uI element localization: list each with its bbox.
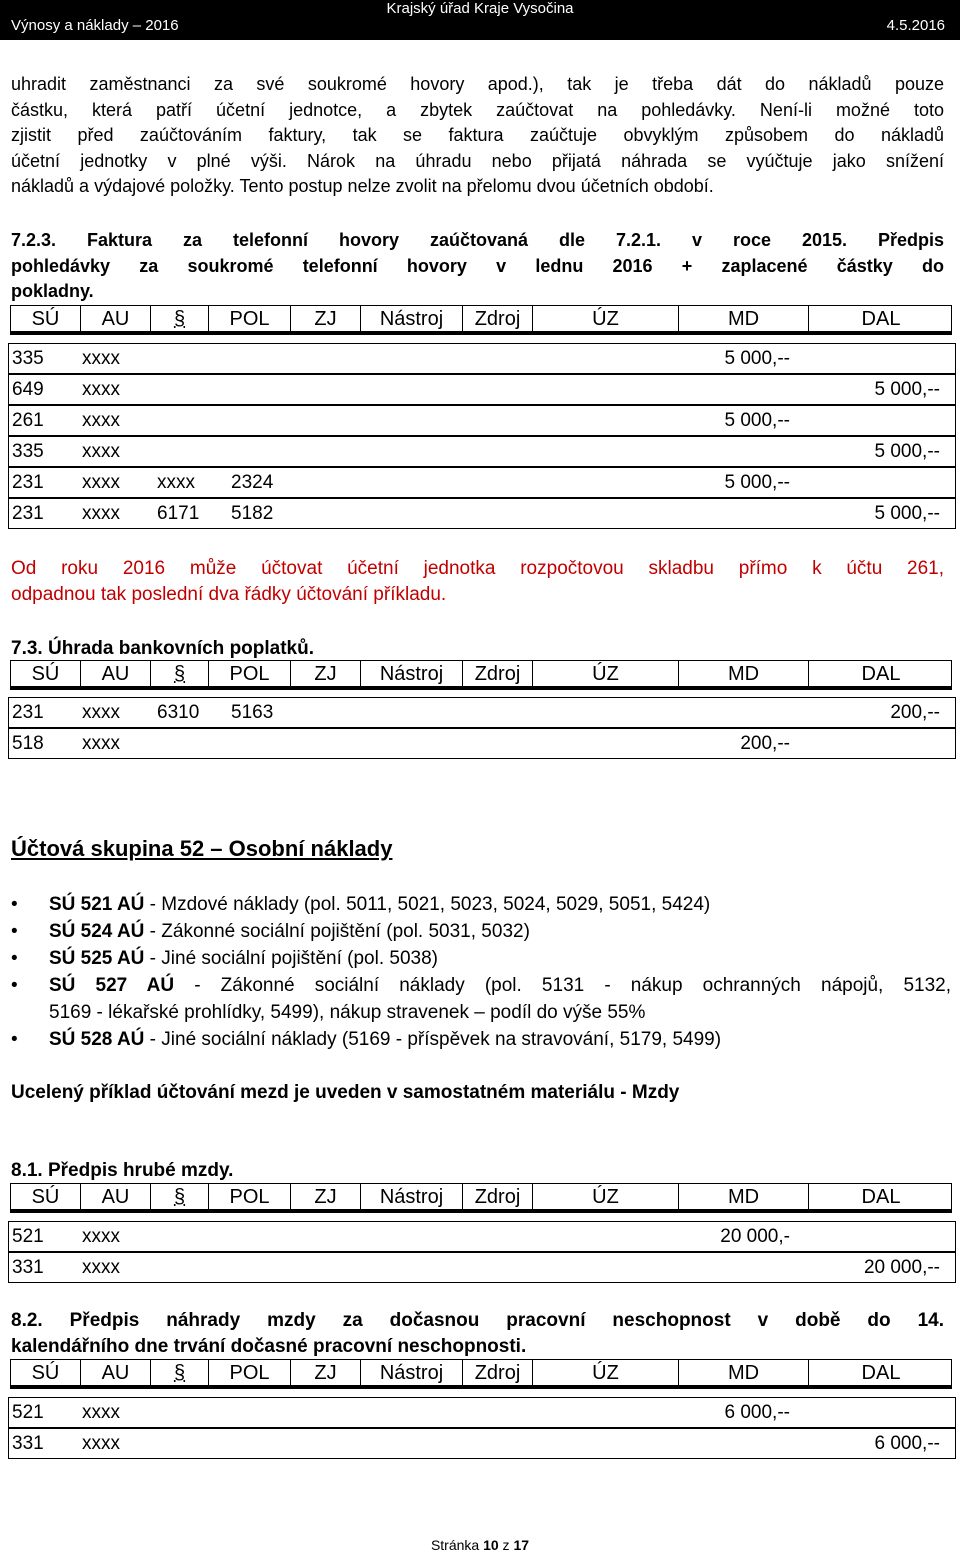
cell-md: 5 000,-- xyxy=(724,348,790,369)
title-line: pokladny. xyxy=(11,281,94,301)
header-cell-zdroj: Zdroj xyxy=(463,661,533,687)
cell-c4: 2324 xyxy=(231,472,274,493)
header-cell-su: SÚ xyxy=(11,1184,81,1210)
header-cell-dal: DAL xyxy=(861,663,901,685)
footer-prefix: Stránka xyxy=(430,1537,484,1553)
cell-su: 261 xyxy=(12,410,44,431)
cell-su: 331 xyxy=(12,1433,44,1454)
header-cell-au: AU xyxy=(81,1184,151,1210)
header-cell-paragraph: § xyxy=(151,1184,209,1210)
cell-md: 200,-- xyxy=(740,733,790,754)
header-cell-uz: ÚZ xyxy=(533,1184,679,1210)
header-cell-pol: POL xyxy=(209,1360,291,1386)
header-doc-title: Výnosy a náklady – 2016 xyxy=(11,17,179,34)
cell-su: 231 xyxy=(12,503,44,524)
cell-su: 331 xyxy=(12,1257,44,1278)
cell-au: xxxx xyxy=(82,1226,120,1247)
account-code: SÚ 528 AÚ xyxy=(49,1029,145,1050)
table-header xyxy=(10,660,952,690)
header-cell-au: AU xyxy=(81,1360,151,1386)
cell-su: 649 xyxy=(12,379,44,400)
title-line: 7.2.3. Faktura za telefonní hovory zaúčtovaná dle 7.2.1. v roce 2015. Předpis xyxy=(11,230,944,250)
list-item xyxy=(11,891,951,918)
header-cell-zdroj: Zdroj xyxy=(463,1360,533,1386)
header-organization: Krajský úřad Kraje Vysočina xyxy=(386,0,574,17)
table-row xyxy=(8,467,956,498)
header-cell-pol: POL xyxy=(209,1184,291,1210)
cell-su: 518 xyxy=(12,733,44,754)
note-line: Od roku 2016 může účtovat účetní jednotka rozpočtovou skladbu přímo k účtu 261, xyxy=(11,558,944,579)
header-cell-uz: ÚZ xyxy=(533,661,679,687)
note-2016 xyxy=(11,556,944,607)
page-header xyxy=(0,0,960,40)
header-cell-dal: DAL xyxy=(861,308,901,330)
cell-su: 231 xyxy=(12,702,44,723)
cell-dal: 200,-- xyxy=(890,702,940,723)
table-row xyxy=(8,498,956,529)
list-item xyxy=(11,945,951,972)
cell-su: 521 xyxy=(12,1402,44,1423)
header-cell-zj: ZJ xyxy=(291,661,361,687)
intro-paragraph xyxy=(11,72,944,200)
cell-au: xxxx xyxy=(82,503,120,524)
header-cell-dal: DAL xyxy=(861,1362,901,1384)
bullet-icon: • xyxy=(11,975,18,996)
section-81-title: 8.1. Předpis hrubé mzdy. xyxy=(11,1160,234,1181)
intro-line: uhradit zaměstnanci za své soukromé hovory apod.), tak je třeba dát do nákladů pouze xyxy=(11,74,944,94)
account-code: SÚ 525 AÚ xyxy=(49,948,145,969)
header-cell-pol: POL xyxy=(209,306,291,332)
bullet-icon: • xyxy=(11,1029,18,1050)
table-row xyxy=(8,1252,956,1283)
table-row xyxy=(8,1397,956,1428)
bullet-icon: • xyxy=(11,948,18,969)
cell-c3: 6310 xyxy=(157,702,200,723)
cell-c3: xxxx xyxy=(157,472,195,493)
section-82-title xyxy=(11,1308,944,1359)
cell-su: 335 xyxy=(12,348,44,369)
table-header xyxy=(10,305,952,335)
header-cell-zdroj: Zdroj xyxy=(463,306,533,332)
section-73-title: 7.3. Úhrada bankovních poplatků. xyxy=(11,638,315,659)
header-cell-au: AU xyxy=(81,306,151,332)
header-cell-paragraph: § xyxy=(151,661,209,687)
intro-line: nákladů a výdajové položky. Tento postup nelze zvolit na přelomu dvou účetních období. xyxy=(11,176,714,196)
header-date: 4.5.2016 xyxy=(886,17,945,34)
cell-su: 231 xyxy=(12,472,44,493)
summary-note: Ucelený příklad účtování mezd je uveden v samostatném materiálu - Mzdy xyxy=(11,1082,680,1103)
cell-su: 521 xyxy=(12,1226,44,1247)
table-header xyxy=(10,1183,952,1213)
title-line: 8.2. Předpis náhrady mzdy za dočasnou pracovní neschopnost v době do 14. xyxy=(11,1310,944,1331)
cell-au: xxxx xyxy=(82,1257,120,1278)
group-52-list xyxy=(11,891,951,1053)
table-row xyxy=(8,405,956,436)
page-total: 17 xyxy=(513,1537,530,1553)
intro-line: částku, která patří účetní jednotce, a zbytek zaúčtovat na pohledávky. Není-li možné toto xyxy=(11,99,944,120)
cell-md: 5 000,-- xyxy=(724,472,790,493)
cell-au: xxxx xyxy=(82,410,120,431)
table-row xyxy=(8,1428,956,1459)
cell-c3: 6171 xyxy=(157,503,200,524)
title-line: pohledávky za soukromé telefonní hovory v lednu 2016 + zaplacené částky do xyxy=(11,255,944,276)
table-row xyxy=(8,343,956,374)
footer-mid: z xyxy=(498,1537,514,1553)
header-cell-md: MD xyxy=(679,1360,809,1386)
header-cell-nastroj: Nástroj xyxy=(361,661,463,687)
cell-md: 20 000,- xyxy=(720,1226,790,1247)
list-item xyxy=(11,918,951,945)
account-desc: - Jiné sociální pojištění (pol. 5038) xyxy=(144,948,438,969)
cell-au: xxxx xyxy=(82,348,120,369)
header-cell-paragraph: § xyxy=(151,1360,209,1386)
account-code: SÚ 524 AÚ xyxy=(49,921,145,942)
bullet-icon: • xyxy=(11,921,18,942)
table-row xyxy=(8,374,956,405)
list-item xyxy=(11,1026,951,1053)
cell-su: 335 xyxy=(12,441,44,462)
page-footer xyxy=(0,1537,960,1553)
cell-dal: 5 000,-- xyxy=(874,379,940,400)
header-cell-zdroj: Zdroj xyxy=(463,1184,533,1210)
table-row xyxy=(8,436,956,467)
cell-au: xxxx xyxy=(82,441,120,462)
cell-md: 6 000,-- xyxy=(724,1402,790,1423)
note-line: odpadnou tak poslední dva řádky účtování příkladu. xyxy=(11,583,447,605)
header-cell-uz: ÚZ xyxy=(533,1360,679,1386)
header-cell-paragraph: § xyxy=(151,306,209,332)
header-cell-zj: ZJ xyxy=(291,1360,361,1386)
cell-au: xxxx xyxy=(82,1433,120,1454)
account-desc-cont: 5169 - lékařské prohlídky, 5499), nákup stravenek – podíl do výše 55% xyxy=(49,1002,646,1023)
cell-dal: 20 000,-- xyxy=(863,1257,940,1278)
header-cell-su: SÚ xyxy=(11,306,81,332)
account-code: SÚ 527 AÚ xyxy=(49,975,175,996)
group-52-heading: Účtová skupina 52 – Osobní náklady xyxy=(11,836,393,861)
account-desc: - Jiné sociální náklady (5169 - příspěvek na stravování, 5179, 5499) xyxy=(144,1029,722,1050)
header-cell-zj: ZJ xyxy=(291,306,361,332)
account-code: SÚ 521 AÚ xyxy=(49,894,145,915)
cell-au: xxxx xyxy=(82,702,120,723)
header-cell-zj: ZJ xyxy=(291,1184,361,1210)
section-723-title xyxy=(11,228,944,305)
table-row xyxy=(8,697,956,728)
table-row xyxy=(8,1221,956,1252)
header-cell-su: SÚ xyxy=(11,1360,81,1386)
intro-line: účetní jednotky v plné výši. Nárok na úhradu nebo přijatá náhrada se vyúčtuje jako snížení xyxy=(11,150,944,171)
table-header xyxy=(10,1359,952,1389)
bullet-icon: • xyxy=(11,894,18,915)
header-cell-su: SÚ xyxy=(11,661,81,687)
header-cell-md: MD xyxy=(679,661,809,687)
header-cell-md: MD xyxy=(679,306,809,332)
header-cell-pol: POL xyxy=(209,661,291,687)
cell-dal: 5 000,-- xyxy=(874,503,940,524)
intro-line: zjistit před zaúčtováním faktury, tak se faktura zaúčtuje obvyklým způsobem do nákladů xyxy=(11,125,944,145)
cell-dal: 5 000,-- xyxy=(874,441,940,462)
title-line: kalendářního dne trvání dočasné pracovní neschopnosti. xyxy=(11,1335,527,1357)
account-desc: - Zákonné sociální pojištění (pol. 5031, 5032) xyxy=(144,921,530,942)
account-desc: - Mzdové náklady (pol. 5011, 5021, 5023, 5024, 5029, 5051, 5424) xyxy=(144,894,711,915)
cell-au: xxxx xyxy=(82,733,120,754)
cell-au: xxxx xyxy=(82,379,120,400)
cell-au: xxxx xyxy=(82,1402,120,1423)
header-cell-md: MD xyxy=(679,1184,809,1210)
list-item xyxy=(11,972,951,1026)
header-cell-au: AU xyxy=(81,661,151,687)
header-cell-uz: ÚZ xyxy=(533,306,679,332)
cell-md: 5 000,-- xyxy=(724,410,790,431)
cell-dal: 6 000,-- xyxy=(874,1433,940,1454)
cell-c4: 5182 xyxy=(231,503,274,524)
header-cell-nastroj: Nástroj xyxy=(361,306,463,332)
account-desc: - Zákonné sociální náklady (pol. 5131 - nákup ochranných nápojů, 5132, xyxy=(174,975,951,996)
cell-au: xxxx xyxy=(82,472,120,493)
header-cell-nastroj: Nástroj xyxy=(361,1360,463,1386)
header-cell-nastroj: Nástroj xyxy=(361,1184,463,1210)
header-cell-dal: DAL xyxy=(861,1186,901,1208)
page-number: 10 xyxy=(483,1537,499,1553)
cell-c4: 5163 xyxy=(231,702,274,723)
table-row xyxy=(8,728,956,759)
